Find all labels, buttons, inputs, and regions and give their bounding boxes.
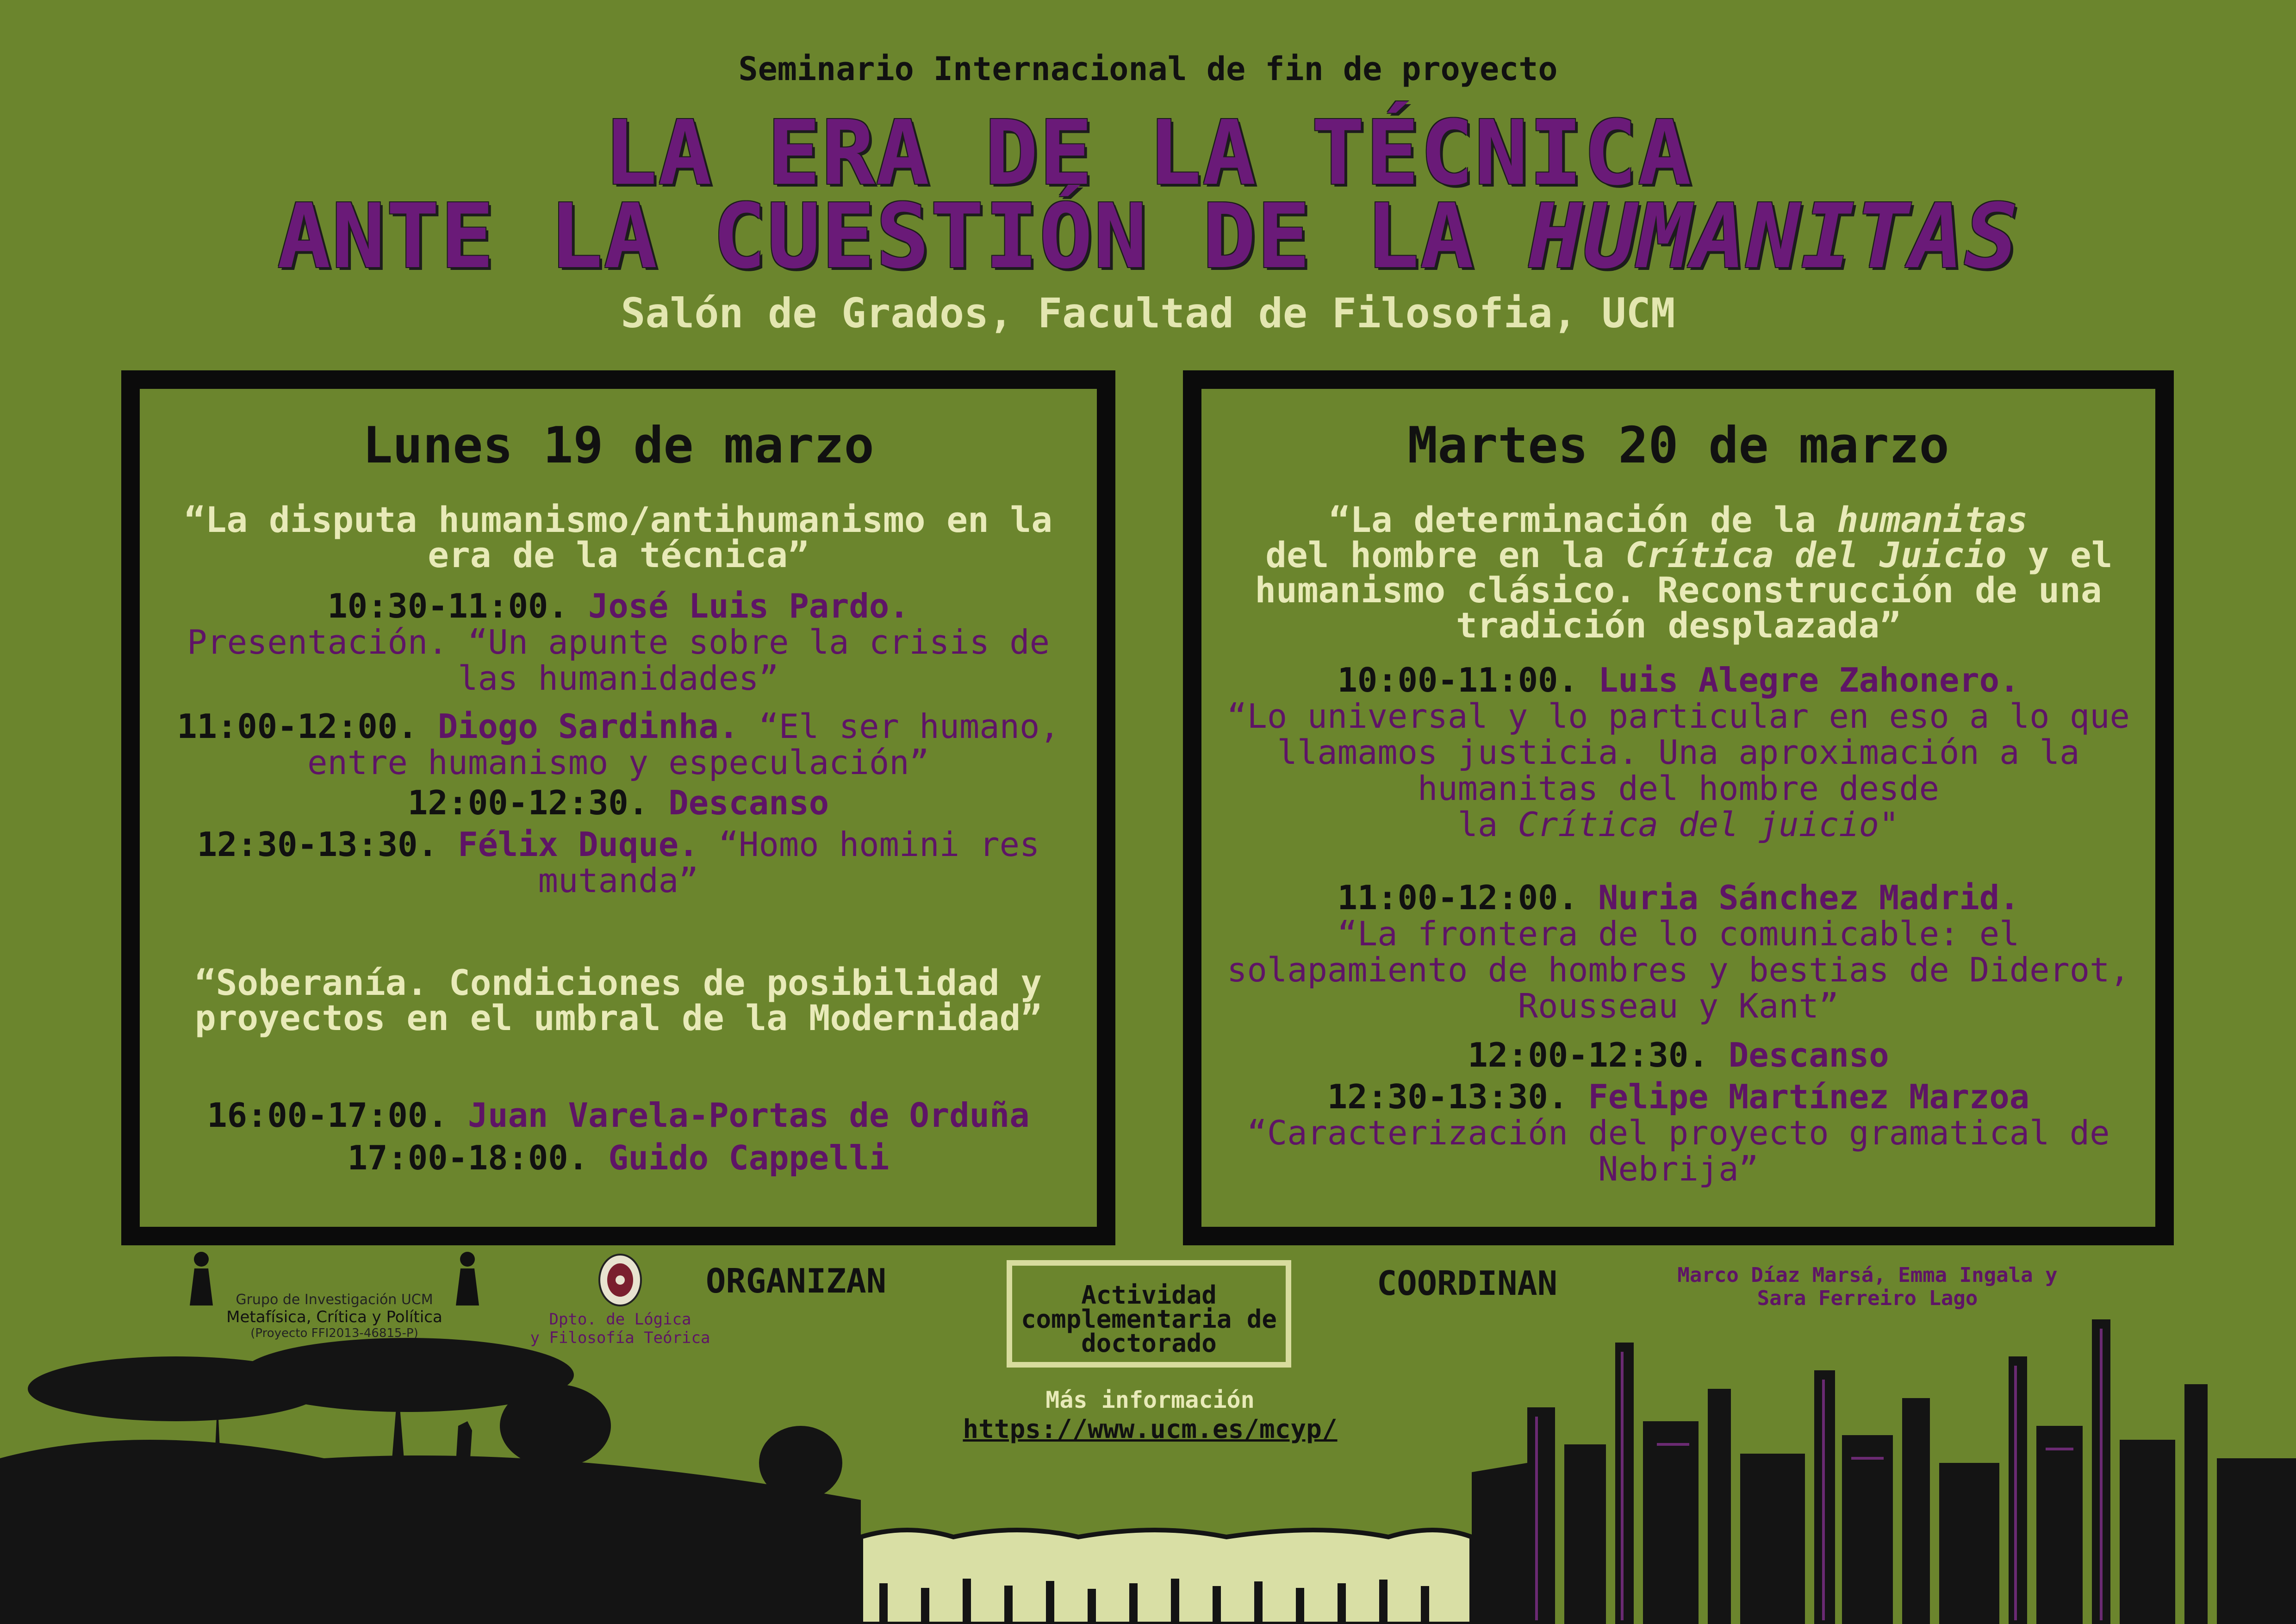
landscape-silhouette	[0, 1305, 2296, 1624]
talk-speaker: Descanso	[668, 783, 829, 822]
talk-time: 11:00-12:00.	[1337, 878, 1578, 917]
talk-speaker: Félix Duque.	[458, 825, 699, 864]
talk-desc: "	[1879, 805, 1899, 844]
session-title: “Soberanía. Condiciones de posibilidad y proyectos en el umbral de la Modernidad”	[194, 962, 1042, 1038]
supertitle: Seminario Internacional de fin de proyecto	[738, 50, 1558, 88]
talk-item	[158, 826, 1078, 899]
talk-item	[158, 785, 1078, 821]
talk-speaker: Juan Varela-Portas de Orduña	[467, 1096, 1030, 1135]
talk-desc: “Homo homini res mutanda”	[538, 825, 1040, 900]
talk-desc: “La frontera de lo comunicable: el solapamiento de hombres y bestias de Diderot, Rousseau y Kant”	[1227, 914, 2130, 1025]
talk-time: 12:30-13:30.	[197, 825, 438, 864]
title-line-2	[0, 185, 2296, 288]
group-line: (Proyecto FFI2013-46815-P)	[250, 1326, 418, 1340]
day-heading: Martes 20 de marzo	[1407, 417, 1949, 475]
day-heading: Lunes 19 de marzo	[362, 417, 874, 475]
talk-time: 10:30-11:00.	[327, 587, 568, 625]
talk-speaker: Felipe Martínez Marzoa	[1588, 1077, 2030, 1116]
talk-item	[1220, 1079, 2137, 1187]
session-text: del hombre en la	[1244, 534, 1626, 575]
dept-line: Dpto. de Lógica	[549, 1310, 691, 1329]
coordinan-label: COORDINAN	[1377, 1264, 1558, 1303]
more-info-label: Más información	[1045, 1387, 1255, 1413]
talk-item	[158, 588, 1078, 696]
more-info-link[interactable]: https://www.ucm.es/mcyp/	[963, 1414, 1338, 1444]
talk-item	[158, 708, 1078, 781]
venue: Salón de Grados, Facultad de Filosofia, UCM	[621, 289, 1675, 337]
group-line: Metafísica, Crítica y Política	[226, 1308, 442, 1326]
talk-time: 16:00-17:00.	[207, 1096, 448, 1135]
day-panel-tuesday	[1183, 370, 2174, 1245]
talk-time: 10:00-11:00.	[1337, 661, 1578, 700]
coordinators: Marco Díaz Marsá, Emma Ingala y Sara Ferreiro Lago	[1677, 1263, 2058, 1310]
talk-time: 11:00-12:00.	[177, 707, 418, 746]
talk-item	[1220, 1037, 2137, 1073]
talk-item	[158, 1097, 1078, 1133]
talk-item	[158, 1140, 1078, 1176]
doctorate-badge: Actividad complementaria de doctorado	[1007, 1260, 1291, 1368]
talk-desc-italic: Crítica del juicio	[1518, 805, 1879, 844]
session-italic: humanitas	[1837, 499, 2028, 540]
session-text: y el humanismo clásico. Reconstrucción de una tradición desplazada”	[1255, 534, 2113, 646]
group-line: Grupo de Investigación UCM	[236, 1292, 433, 1308]
session-title	[1220, 499, 2137, 646]
talk-time: 17:00-18:00.	[347, 1138, 588, 1177]
talk-item	[1220, 880, 2137, 1024]
talk-speaker: Luis Alegre Zahonero.	[1598, 661, 2020, 700]
session-text: “La determinación de la	[1329, 499, 1837, 540]
talk-desc: “Lo universal y lo particular en eso a lo que llamamos justicia. Una aproximación a la humanitas del hombre desde	[1227, 697, 2130, 808]
title-line-1: LA ERA DE LA TÉCNICA	[604, 102, 1692, 205]
talk-desc: la	[1457, 805, 1518, 844]
talk-item	[1220, 662, 2137, 843]
talk-desc: “Caracterización del proyecto gramatical de Nebrija”	[1247, 1113, 2110, 1188]
day-panel-monday	[121, 370, 1115, 1245]
talk-time: 12:00-12:30.	[407, 783, 649, 822]
title-line-2-prefix: ANTE LA CUESTIÓN DE LA	[277, 185, 1529, 288]
title-line-2-italic: HUMANITAS	[1529, 185, 2019, 288]
university-crest-icon	[597, 1252, 643, 1308]
session-italic: Crítica del Juicio	[1625, 534, 2007, 575]
talk-time: 12:00-12:30.	[1468, 1036, 1709, 1074]
talk-time: 12:30-13:30.	[1327, 1077, 1568, 1116]
dept-line: y Filosofía Teórica	[530, 1329, 710, 1347]
talk-speaker: Descanso	[1728, 1036, 1889, 1074]
talk-speaker: José Luis Pardo.	[588, 587, 909, 625]
talk-speaker: Nuria Sánchez Madrid.	[1598, 878, 2020, 917]
talk-desc: Presentación. “Un apunte sobre la crisis de las humanidades”	[187, 623, 1050, 698]
talk-speaker: Guido Cappelli	[608, 1138, 890, 1177]
session-title: “La disputa humanismo/antihumanismo en la era de la técnica”	[184, 499, 1052, 575]
organizan-label: ORGANIZAN	[706, 1262, 887, 1300]
talk-speaker: Diogo Sardinha.	[437, 707, 739, 746]
talk-desc: “El ser humano, entre humanismo y especulación”	[307, 707, 1060, 782]
